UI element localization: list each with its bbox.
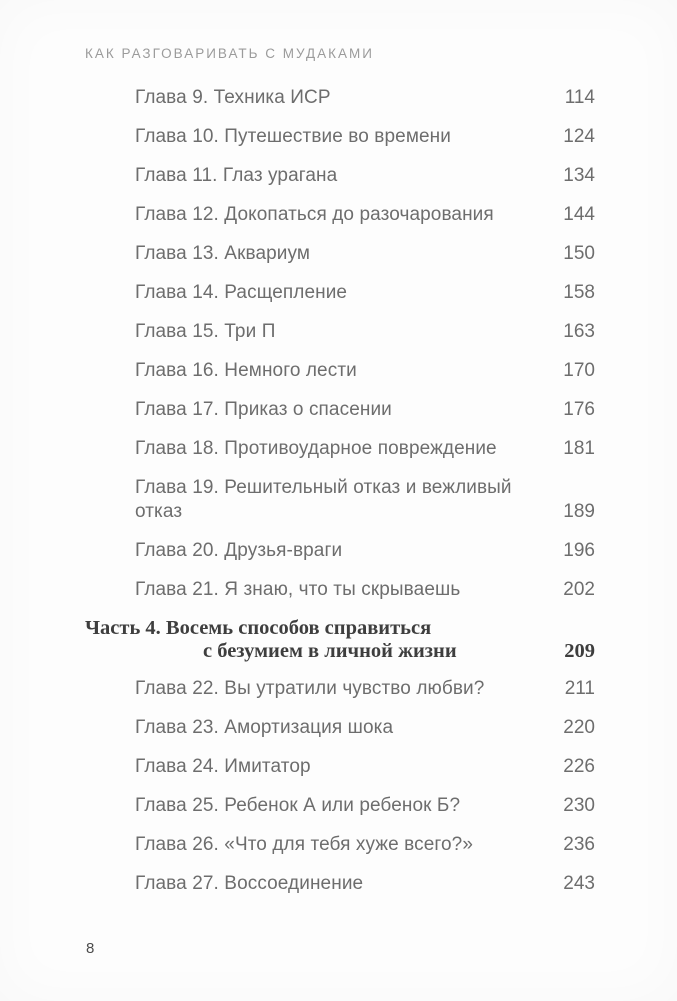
toc-entry-title-line: Глава 11. Глаз урагана — [135, 165, 338, 186]
toc-entry-page: 134 — [563, 165, 595, 186]
toc-entry-page: 211 — [564, 678, 595, 699]
toc-list — [85, 86, 595, 911]
toc-entry-title — [135, 794, 551, 818]
toc-entry-title-line: Глава 14. Расщепление — [135, 282, 348, 303]
toc-entry-title — [135, 320, 551, 344]
toc-entry — [135, 872, 595, 896]
toc-entry-page: 170 — [563, 360, 595, 381]
toc-entry-title-line: Глава 19. Решительный отказ и вежливый — [135, 477, 512, 498]
toc-entry-title — [135, 359, 551, 383]
toc-entry-title-line: отказ — [135, 501, 183, 522]
toc-entry-title-line: Глава 25. Ребенок А или ребенок Б? — [135, 795, 461, 816]
toc-entry-page: 202 — [563, 579, 595, 600]
toc-entry-title-line: Глава 27. Воссоединение — [135, 873, 364, 894]
toc-entry-title-line: Глава 20. Друзья-враги — [135, 540, 343, 561]
toc-entry — [135, 203, 595, 227]
toc-entry-title-line: Глава 10. Путешествие во времени — [135, 126, 451, 147]
toc-entry — [135, 242, 595, 266]
toc-entry-title-line: Глава 18. Противоударное повреждение — [135, 438, 497, 459]
toc-entry-title-line: Глава 15. Три П — [135, 321, 276, 342]
toc-entry — [135, 476, 595, 524]
toc-entry-title-line: Глава 26. «Что для тебя хуже всего?» — [135, 834, 474, 855]
toc-entry — [135, 716, 595, 740]
toc-entry-title-line: Глава 24. Имитатор — [135, 756, 311, 777]
toc-entry — [135, 677, 595, 701]
running-head: КАК РАЗГОВАРИВАТЬ С МУДАКАМИ — [85, 46, 374, 61]
toc-entry-title — [135, 872, 551, 896]
toc-entry-title — [135, 125, 551, 149]
toc-entry-title — [135, 755, 551, 779]
toc-entry-page: 243 — [563, 873, 595, 894]
toc-entry-title-line: Глава 9. Техника ИСР — [135, 87, 331, 108]
toc-entry-page: 196 — [563, 540, 595, 561]
toc-entry-title — [135, 476, 551, 524]
toc-entry-title — [135, 539, 551, 563]
toc-entry-title — [85, 617, 552, 663]
toc-entry-title-line: с безумием в личной жизни — [203, 640, 457, 662]
toc-entry-page: 158 — [563, 282, 595, 303]
toc-entry — [135, 755, 595, 779]
toc-entry-title-line: Глава 16. Немного лести — [135, 360, 357, 381]
toc-entry — [135, 578, 595, 602]
toc-entry-page: 150 — [563, 243, 595, 264]
toc-entry-page: 220 — [563, 717, 595, 738]
toc-entry — [135, 794, 595, 818]
toc-entry-title — [135, 833, 551, 857]
toc-entry-title — [135, 398, 551, 422]
toc-entry-page: 181 — [563, 438, 595, 459]
toc-part-entry — [85, 617, 595, 663]
toc-entry-page: 114 — [564, 87, 595, 108]
toc-entry-title — [135, 716, 551, 740]
toc-entry-page: 230 — [563, 795, 595, 816]
toc-entry — [135, 359, 595, 383]
toc-entry-title — [135, 242, 551, 266]
toc-entry-page: 226 — [563, 756, 595, 777]
toc-entry-title-line: Глава 21. Я знаю, что ты скрываешь — [135, 579, 461, 600]
toc-entry — [135, 86, 595, 110]
toc-entry — [135, 539, 595, 563]
toc-entry-title-line: Глава 13. Аквариум — [135, 243, 311, 264]
toc-entry — [135, 125, 595, 149]
toc-entry-title — [135, 677, 553, 701]
toc-entry-title — [135, 281, 551, 305]
toc-entry-title — [135, 578, 551, 602]
toc-entry-page: 176 — [563, 399, 595, 420]
toc-entry-page: 124 — [563, 126, 595, 147]
toc-entry-title — [135, 86, 553, 110]
toc-entry-page: 236 — [563, 834, 595, 855]
toc-entry-title-line: Глава 22. Вы утратили чувство любви? — [135, 678, 485, 699]
toc-entry — [135, 164, 595, 188]
toc-entry-title-line: Часть 4. Восемь способов справиться — [85, 617, 432, 639]
toc-entry — [135, 320, 595, 344]
toc-entry-page: 189 — [563, 501, 595, 522]
toc-entry-page: 209 — [564, 640, 595, 662]
toc-entry-title-line: Глава 17. Приказ о спасении — [135, 399, 392, 420]
page-number: 8 — [86, 940, 95, 957]
toc-entry-title — [135, 164, 551, 188]
toc-entry — [135, 437, 595, 461]
toc-entry-page: 163 — [563, 321, 595, 342]
toc-entry-title-line: Глава 23. Амортизация шока — [135, 717, 394, 738]
toc-entry — [135, 281, 595, 305]
toc-entry — [135, 398, 595, 422]
toc-entry-page: 144 — [563, 204, 595, 225]
toc-entry-title — [135, 203, 551, 227]
toc-entry-title — [135, 437, 551, 461]
toc-entry-title-line: Глава 12. Докопаться до разочарования — [135, 204, 494, 225]
toc-entry — [135, 833, 595, 857]
